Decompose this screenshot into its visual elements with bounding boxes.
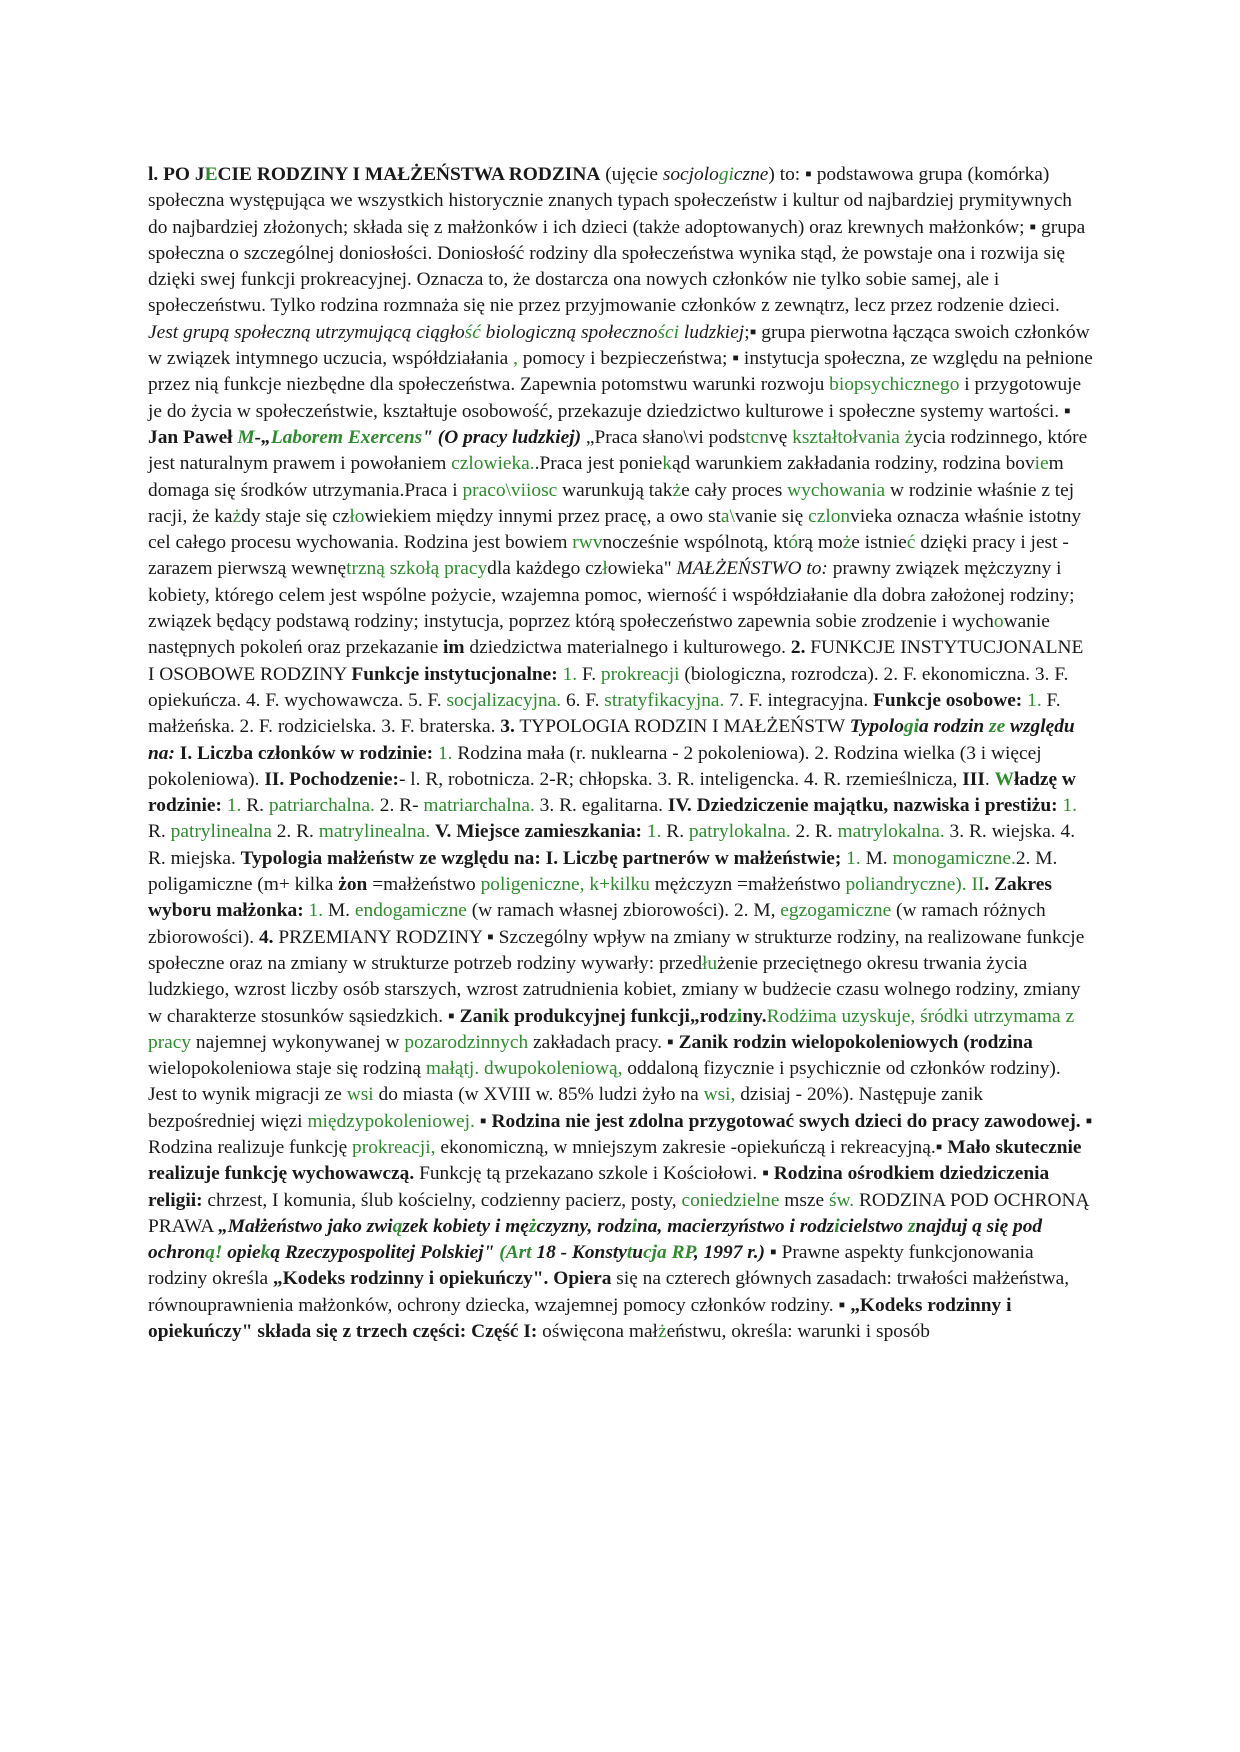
document-page (148, 162, 1093, 1345)
text-run: Funkcję tą przekazano szkole i Kościołowi. (414, 1163, 763, 1185)
text-run: (Art (499, 1242, 532, 1264)
text-run: ▪ Rodzina ośrodkiem dziedziczenia religii: (148, 1163, 1050, 1211)
text-run: 1. (646, 821, 662, 843)
text-run: nocześnie wspólnotą, kt (602, 532, 789, 554)
text-run: ;▪ grupa pierwotna łącząca swoich członków w związek intymnego uczucia, współdziałania (148, 321, 1090, 370)
text-run: endogamiczne (354, 900, 467, 922)
text-run: monogamiczne. (892, 847, 1016, 869)
text-run: zek kobiety i mę (402, 1215, 529, 1237)
text-run: , (513, 348, 518, 370)
text-run: „Małżeństwo jako zwi (218, 1215, 393, 1237)
text-run: biologiczną społeczno (480, 321, 658, 343)
text-run: Opiera (553, 1268, 612, 1290)
text-run: ć (906, 532, 916, 554)
text-run: - l. R, robotnicza. 2-R; chłopska. 3. R. inteligencka. 4. R. rzemieślnicza, (398, 768, 963, 790)
text-run: k produkcyjnej funkcji„rod (498, 1005, 729, 1027)
text-run: i (631, 1215, 638, 1237)
text-run: 2. R. (790, 821, 838, 843)
text-run: III (962, 768, 985, 790)
text-run: E (204, 164, 218, 185)
text-run: żon (338, 874, 368, 896)
text-run: 2. R. (271, 821, 319, 843)
text-run: do miasta (w XVIII w. 85% ludzi żyło na (373, 1084, 704, 1106)
text-run: z (907, 1215, 916, 1237)
text-run: ż (657, 1321, 667, 1343)
text-run: t (626, 1242, 633, 1264)
text-run: " (O pracy ludzkiej) (422, 426, 582, 448)
text-run: M. (860, 847, 893, 869)
text-run: (w ramach własnej zbiorowości). 2. M, (466, 900, 781, 922)
text-run: najemnej wykonywanej w (191, 1031, 405, 1053)
text-run: trzną szkołą pracy (346, 558, 488, 580)
text-run: Typolo (849, 716, 904, 738)
text-run: dzisiaj - 20%). Następuje zanik bezpośredniej więzi (148, 1084, 984, 1132)
text-run: FUNKCJE INSTYTUCJONALNE I OSOBOWE RODZINY (148, 637, 1084, 685)
text-run: e istnie (851, 532, 907, 554)
text-run: ekonomiczną, w mniejszym zakresie -opiekuńczą i rekreacyjną. (435, 1136, 936, 1158)
text-run: l. PO J (148, 164, 205, 185)
text-run: dla każdego cz (487, 558, 603, 580)
text-run: PRZEMIANY RODZINY ▪ Szczególny wpływ na zmiany w strukturze rodziny, na realizowane funkcje społeczne oraz na zmiany w strukturze potrzeb rodziny wywarły: przed (148, 926, 1085, 974)
text-run: prawny związek mężczyzny i kobiety, którego celem jest wspólne pożycie, wzajemna pomoc, wierność i współdziałanie dla dobra założonej rodziny; związek będący podstawą rodziny; instytucja, poprzez którą społeczeństwo zapewnia sobie zrodzenie i wych (148, 558, 1075, 633)
text-run: dzięki pracy i jest - zarazem pierwszą wewnę (148, 532, 1069, 580)
text-run: 1. (1062, 795, 1077, 817)
text-run: 1. (562, 663, 578, 685)
text-run: ło (349, 505, 365, 527)
text-run: pomocy i bezpieczeństwa; ▪ instytucja społeczna, ze względu na pełnione przez nią funkcje niezbędne dla społeczeństwa. Zapewnia potomstwu warunki rozwoju (148, 348, 1093, 396)
text-run: ł (602, 558, 608, 580)
text-run: tcn (745, 426, 769, 448)
text-run: II. Pochodzenie: (264, 768, 399, 790)
text-run: ą (392, 1215, 403, 1237)
text-run: ▪ Zan (447, 1005, 494, 1027)
text-run: Jest grupą społeczną utrzymującą ciągło (148, 321, 465, 343)
text-run: egzogamiczne (780, 900, 892, 922)
text-run: 4. (258, 926, 274, 948)
text-run: i (493, 1005, 499, 1027)
text-run: czne (733, 164, 769, 185)
text-run: vanie się (734, 505, 809, 527)
text-run: biopsychicznego (829, 374, 960, 396)
text-run: . Zakres wyboru małżonka: (148, 874, 1052, 922)
text-run: M (237, 426, 255, 448)
text-run: ści (657, 321, 680, 343)
text-run: msze (779, 1189, 829, 1211)
text-run: czyzny, rodz (536, 1215, 632, 1237)
text-run: matriarchalna. (423, 795, 535, 817)
text-run: -„ (254, 426, 271, 448)
text-run: V. Miejsce zamieszkania: (435, 821, 643, 843)
text-run: 2. (790, 637, 806, 659)
text-run: 3. (500, 716, 515, 738)
text-run: im (443, 637, 465, 659)
text-run: 2. M. poligamiczne (m+ kilka (148, 847, 1058, 896)
text-run: socjalizacyjna. (446, 689, 562, 711)
text-run: 1. (308, 900, 324, 922)
text-run: poliandryczne). II (845, 874, 985, 896)
text-run: chrzest, I komunia, ślub kościelny, codzienny pacierz, posty, (202, 1189, 682, 1211)
text-run: ó (788, 532, 798, 554)
text-run: ładzę w rodzinie: (148, 768, 1076, 817)
text-run: Laborem Exercens (270, 426, 423, 448)
text-run: wanie następnych pokoleń oraz przekazanie (148, 611, 1050, 659)
text-run: rą mo (797, 532, 843, 554)
text-run: Rodzina mała (r. nuklearna - 2 pokoleniowa). 2. Rodzina wielka (3 i więcej pokoleniowa). (148, 742, 1042, 790)
text-run: się na czterech głównych zasadach: trwałości małżeństwa, równouprawnienia małżonków, ochrony dziecka, wzajemnej pomocy członków rodziny. (148, 1268, 1070, 1316)
text-run: u (632, 1242, 644, 1264)
text-run: ze (989, 716, 1006, 738)
text-run: rwv (572, 532, 603, 554)
text-run: F. (577, 663, 601, 685)
text-run: ie (1034, 453, 1049, 475)
text-run: ▪ Mało skutecznie realizuje funkcję wychowawczą. (148, 1136, 1082, 1185)
text-run: wielopokoleniowa staje się rodziną (148, 1058, 426, 1080)
text-run: ▪ Prawne aspekty funkcjonowania rodziny określa (148, 1242, 1034, 1290)
text-run: i (834, 1215, 840, 1237)
text-run: wychowania (787, 479, 886, 501)
text-run: zakładach pracy. (528, 1031, 667, 1053)
text-run: „Praca słano\vi pods (581, 426, 746, 448)
text-run: ść (464, 321, 481, 343)
text-run: W (994, 768, 1014, 790)
text-run: ▪ Zanik rodzin wielopokoleniowych (rodzina (666, 1031, 1033, 1053)
text-run: i przygotowuje je do życia w społeczeństwie, kształtuje osobowość, przekazuje dziedzictwo kulturowe i społeczne systemy wartości. (148, 374, 1082, 422)
text-run: kształtołvania (792, 426, 900, 448)
text-run: łu (702, 952, 718, 974)
text-run: e cały proces (681, 479, 788, 501)
text-run: najduj ą się pod ochron (148, 1215, 1043, 1264)
text-run: ąd warunkiem zakładania rodziny, rodzina bov (671, 453, 1035, 475)
text-run: 1. (846, 847, 861, 869)
text-run: względu na: (148, 716, 1075, 764)
text-run: ▪ Rodzina realizuje funkcję (148, 1110, 1093, 1158)
text-run: R. (148, 821, 171, 843)
text-run: patrylinealna (170, 821, 272, 843)
text-run: pozarodzinnych (404, 1031, 529, 1053)
text-run: ▪ Jan Paweł (148, 400, 1071, 448)
text-run: (biologiczna, rozrodcza). 2. F. ekonomiczna. 3. F. opiekuńcza. 4. F. wychowawcza. 5. F. (148, 663, 1069, 711)
text-run: ż (842, 532, 852, 554)
text-run: RODZINA POD OCHRONĄ PRAWA (148, 1189, 1090, 1237)
text-run: coniedzielne (681, 1189, 780, 1211)
text-run: . (984, 768, 995, 790)
text-run: oświęcona mał (537, 1321, 658, 1343)
text-run: ż (232, 505, 242, 527)
text-run: a rodzin (919, 716, 990, 738)
text-run: opie (222, 1242, 261, 1264)
text-run: Funkcje osobowe: (873, 689, 1023, 711)
text-run: 2. R- (374, 795, 424, 817)
text-run: ▪ „Kodeks rodzinny i opiekuńczy" składa się z trzech części: Część I: (148, 1294, 1012, 1343)
text-run: matrylinealna. (318, 821, 431, 843)
text-run: 3. R. wiejska. 4. R. miejska. (148, 821, 1076, 869)
text-run: Rodżima uzyskuje, śródki utrzymama z pracy (148, 1005, 1075, 1053)
text-run: praco\viiosc (462, 479, 558, 501)
text-run: 1. (437, 742, 453, 764)
text-run: CIE RODZINY I MAŁŻEŃSTWA RODZINA (217, 164, 601, 185)
text-run: 1. (1027, 689, 1042, 711)
text-run: oddaloną fizycznie i psychicznie od członków rodziny). Jest to wynik migracji ze (148, 1058, 1061, 1106)
text-run: 1. (226, 795, 242, 817)
text-run: gi (718, 164, 734, 185)
text-run: ludzkiej (679, 321, 745, 343)
text-run: mężczyzn =małżeństwo (649, 874, 846, 896)
text-run: wsi, (703, 1084, 736, 1106)
text-run: , 1997 r.) (693, 1242, 766, 1264)
text-run: ż (528, 1215, 537, 1237)
text-run: w rodzinie właśnie z tej racji, że ka (148, 479, 1075, 527)
text-run: k (260, 1242, 271, 1264)
text-run: ż (904, 426, 914, 448)
text-run: św. (829, 1189, 855, 1211)
text-run: warunkują tak (557, 479, 673, 501)
text-run: dy staje się cz (241, 505, 350, 527)
text-run: ycia rodzinnego, które jest naturalnym prawem i powołaniem (148, 426, 1088, 475)
text-run: żenie przeciętnego okresu trwania życia ludzkiego, wzrost liczby osób starszych, wzrost zatrudnienia kobiet, zmiany w budżecie czasu wolnego rodziny, zmiany w charakterze stosunków sąsiedzkich. (148, 952, 1081, 1027)
text-run: MAŁŻEŃSTWO to: (676, 558, 828, 580)
text-run: I. Liczba członków w rodzinie: (174, 742, 434, 764)
text-run: zi (728, 1005, 743, 1027)
text-run: 3. R. egalitarna. (534, 795, 668, 817)
text-run: (w ramach różnych zbiorowości). (148, 900, 1046, 948)
text-run: „Kodeks rodzinny i opiekuńczy". (272, 1268, 549, 1290)
text-run: poligeniczne, k+kilku (480, 874, 650, 896)
text-run: Funkcje instytucjonalne: (351, 663, 558, 685)
text-run: czlon (808, 505, 851, 527)
text-run: F. małżeńska. 2. F. rodzicielska. 3. F. braterska. (148, 689, 1061, 738)
text-run: matrylokalna. (837, 821, 945, 843)
text-run: wiekiem między innymi przez pracę, a owo st (364, 505, 721, 527)
text-run: patriarchalna. (268, 795, 375, 817)
text-run: 6. F. (561, 689, 605, 711)
text-run: ą! (205, 1242, 223, 1264)
text-run: małątj. dwupokoleniową, (425, 1058, 623, 1080)
text-run: ż (672, 479, 682, 501)
text-run: międzypokoleniowej. (307, 1110, 475, 1132)
text-run: Typologia małżeństw ze względu na: I. Liczbę partnerów w małżeństwie; (240, 847, 842, 869)
text-run: gi (903, 716, 919, 738)
text-run: ▪ Rodzina nie jest zdolna przygotować swych dzieci do pracy zawodowej. (479, 1110, 1081, 1132)
text-run: M. (323, 900, 355, 922)
document-body-text (148, 162, 1093, 1345)
text-run: stratyfikacyjna. (604, 689, 725, 711)
text-run: 18 - Konsty (531, 1242, 627, 1264)
text-run: k (662, 453, 672, 475)
text-run: ą Rzeczypospolitej Polskiej" (270, 1242, 500, 1264)
text-run: prokreacji (600, 663, 680, 685)
text-run: TYPOLOGIA RODZIN I MAŁŻEŃSTW (514, 716, 850, 738)
text-run: czlowieka. (451, 453, 535, 475)
text-run: owieka" (607, 558, 677, 580)
text-run: vę (769, 426, 793, 448)
text-run: a\ (720, 505, 735, 527)
text-run: prokreacji, (352, 1136, 436, 1158)
text-run: =małżeństwo (367, 874, 481, 896)
text-run: RP (671, 1242, 694, 1264)
text-run: cja (643, 1242, 667, 1264)
text-run: na, macierzyństwo i rodz (637, 1215, 835, 1237)
text-run: o (993, 611, 1004, 633)
text-run: 7. F. integracyjna. (724, 689, 874, 711)
text-run: wsi (346, 1084, 374, 1106)
text-run: R. (661, 821, 689, 843)
text-run: (ujęcie (600, 164, 663, 185)
text-run: ) to: ▪ podstawowa grupa (komórka) społeczna występująca we wszystkich historycznie znanych typach społeczeństw i kultur od najbardziej prymitywnych do najbardziej złożonych; składa się z małżonków i ich dzieci (także adoptowanych) oraz krewnych małżonków; ▪ grupa społeczna o szczególnej doniosłości. Doniosłość rodziny dla społeczeństwa wynika stąd, że powstaje ona i rozwija się dzięki swej funkcji prokreacyjnej. Oznacza to, że dostarcza ona nowych członków nie tylko sobie samej, ale i społeczeństwu. Tylko rodzina rozmnaża się nie przez przyjmowanie członków z zewnątrz, lecz przez rodzenie dzieci. (148, 164, 1086, 317)
text-run: m domaga się środków utrzymania.Praca i (148, 453, 1064, 501)
text-run: .Praca jest ponie (534, 453, 663, 475)
text-run: dziedzictwa materialnego i kulturowego. (464, 637, 791, 659)
text-run: eństwu, określa: warunki i sposób (666, 1321, 930, 1343)
text-run: vieka oznacza właśnie istotny cel całego procesu wychowania. Rodzina jest bowiem (148, 505, 1082, 554)
text-run: ny. (742, 1005, 767, 1027)
text-run: socjolo (662, 164, 719, 185)
text-run: patrylokalna. (688, 821, 791, 843)
text-run: R. (241, 795, 269, 817)
text-run: IV. Dziedziczenie majątku, nazwiska i prestiżu: (667, 795, 1058, 817)
text-run: cielstwo (839, 1215, 908, 1237)
